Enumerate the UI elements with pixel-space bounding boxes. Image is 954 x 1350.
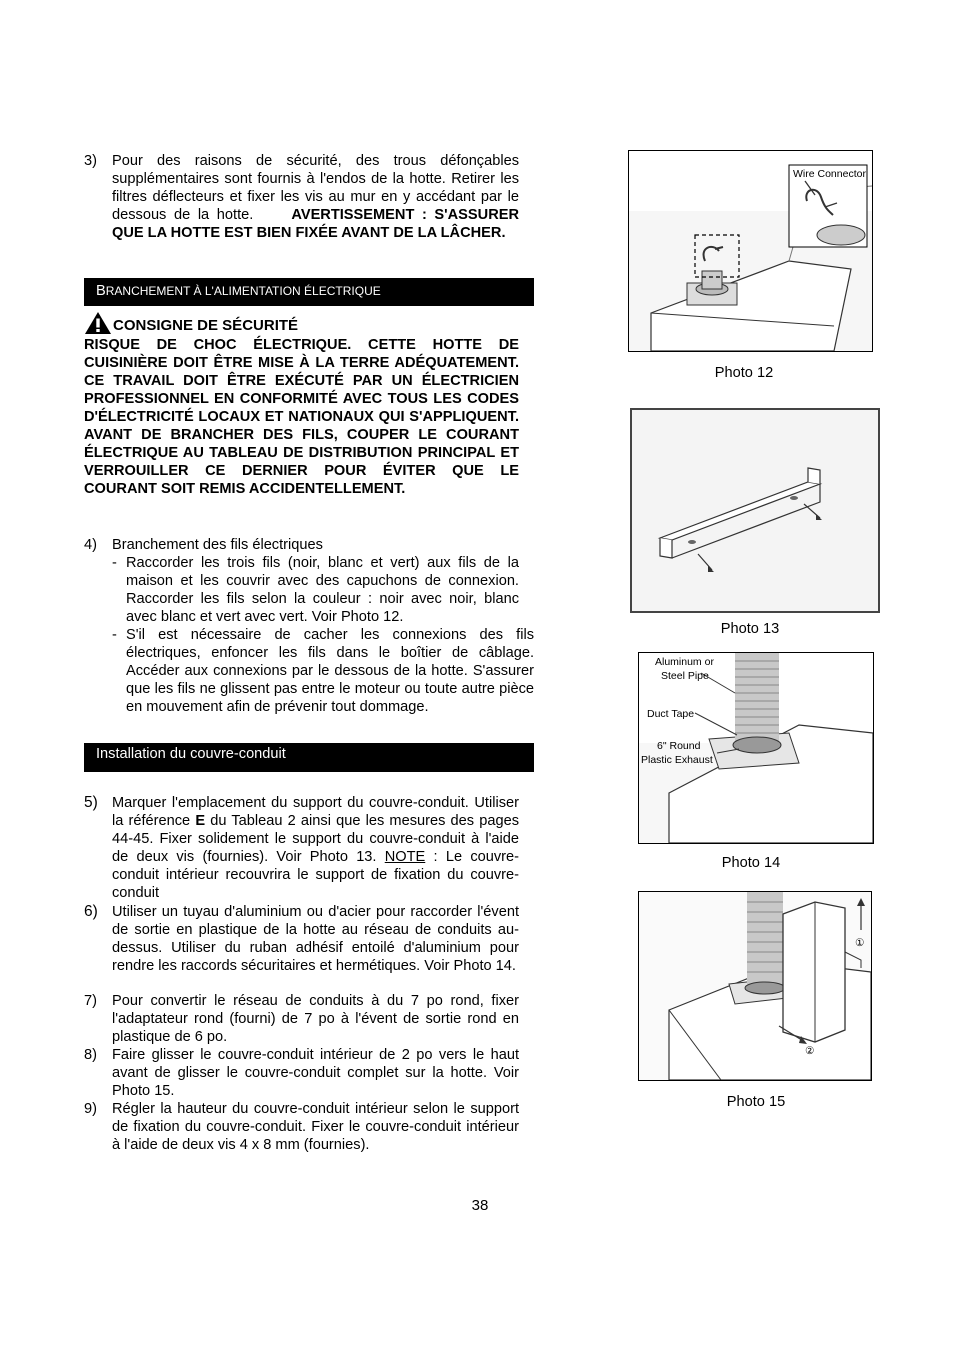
- section-header-installation: [84, 743, 534, 772]
- step-6: [112, 903, 519, 975]
- page-number: 38: [471, 1197, 489, 1214]
- step-3-warning: AVERTISSEMENT : S'ASSURER QUE LA HOTTE EST BIEN FIXÉE AVANT DE LA LÂCHER.: [112, 207, 519, 241]
- step-5-text-c: : Le couvre-conduit intérieur recouvrira le support de fixation du couvre- conduit: [112, 849, 519, 901]
- step-4: [112, 536, 534, 716]
- step-7-number: 7): [84, 993, 97, 1009]
- step-5-text-a: Marquer l'emplacement du support du couvre-conduit. Utiliser la référence: [112, 795, 519, 829]
- step-7-text: Pour convertir le réseau de conduits à du 7 po rond, fixer l'adaptateur rond (fourni) de 7 po à l'évent de sortie rond en plastique de 6 po.: [112, 993, 519, 1045]
- photo-14-label-round-b: Plastic Exhaust: [641, 754, 713, 766]
- section-2-title: Installation du couvre-conduit: [96, 746, 286, 762]
- step-4-number: 4): [84, 537, 97, 553]
- photo-15-caption-clip: [638, 1093, 870, 1107]
- photo-13-caption: Photo 13: [720, 621, 780, 637]
- section-1-cap: B: [96, 283, 106, 299]
- step-6-text: Utiliser un tuyau d'aluminium ou d'acier pour raccorder l'évent de sortie en plastique de la hotte au réseau de conduits au-dessus. Utiliser du ruban adhésif entoilé d'aluminium pour rendre les raccords sécuritaires et hermétiques. Voir Photo 14.: [112, 904, 519, 974]
- step-3-number: 3): [84, 153, 97, 169]
- step-5-ref: E: [195, 813, 206, 829]
- photo-14-label-pipe-a: Aluminum or: [655, 656, 714, 668]
- step-3: [112, 152, 519, 242]
- step-5-number: 5): [84, 794, 98, 811]
- safety-heading: CONSIGNE DE SÉCURITÉ: [113, 317, 299, 334]
- photo-14-caption: Photo 14: [721, 855, 781, 871]
- photo-14-image: [638, 652, 874, 844]
- photo-14-label-tape: Duct Tape: [647, 708, 695, 720]
- step-5: [112, 794, 519, 902]
- step-9: [112, 1100, 519, 1154]
- step-8: [112, 1046, 519, 1100]
- photo-12-caption: Photo 12: [714, 365, 774, 381]
- photo-15-caption: Photo 15: [726, 1094, 786, 1107]
- section-header-branchement: [84, 278, 534, 306]
- step-5-note-label: NOTE: [384, 849, 426, 865]
- safety-text-block: [84, 336, 519, 498]
- step-8-text: Faire glisser le couvre-conduit intérieur de 2 po vers le haut avant de glisser le couvre-conduit complet sur la hotte. Voir Photo 15.: [112, 1047, 519, 1099]
- step-7: [112, 992, 519, 1046]
- photo-14-label-pipe-b: Steel Pipe: [661, 670, 709, 682]
- photo-12-label: Wire Connector: [793, 168, 866, 180]
- step-9-text: Régler la hauteur du couvre-conduit intérieur selon le support de fixation du couvre-conduit. Fixer le couvre-conduit intérieur à l'aide de deux vis 4 x 8 mm (fournies).: [112, 1101, 519, 1153]
- step-4-list: [112, 554, 534, 716]
- section-1-small-a: RANCHEMENT À L': [105, 284, 214, 298]
- step-4-title: Branchement des fils électriques: [112, 537, 323, 553]
- step-4-item: - S'il est nécessaire de cacher les connexions des fils électriques, enfoncer les fils dans le boîtier de câblage. Accéder aux connexions par le dessous de la hotte. S'assurer que les fils ne glissent pas entre le moteur ou toute autre pièce en mouvement afin de prévenir tout dommage.: [112, 626, 534, 716]
- step-8-number: 8): [84, 1047, 97, 1063]
- step-9-number: 9): [84, 1101, 97, 1117]
- section-1-small-b: ALIMENTATION ÉLECTRIQUE: [213, 284, 381, 298]
- step-3-text: Pour des raisons de sécurité, des trous défonçables supplémentaires sont fournis à l'endos de la hotte. Retirer les filtres déflecteurs et fixer les vis au mur en y accédant par le dessous de la hotte.: [112, 153, 519, 223]
- photo-14-label-round-a: 6" Round: [657, 740, 701, 752]
- step-4-item: - Raccorder les trois fils (noir, blanc et vert) aux fils de la maison et les couvrir avec des capuchons de connexion. Raccorder les fils selon la couleur : noir avec noir, blanc avec blanc et vert avec vert. Voir Photo 12.: [112, 554, 519, 626]
- photo-15-image: [638, 891, 872, 1081]
- photo-13-image: [630, 408, 880, 613]
- safety-text: RISQUE DE CHOC ÉLECTRIQUE. CETTE HOTTE DE CUISINIÈRE DOIT ÊTRE MISE À LA TERRE ADÉQUATEMENT. CE TRAVAIL DOIT ÊTRE EXÉCUTÉ PAR UN ÉLECTRICIEN PROFESSIONNEL EN CONFORMITÉ AVEC TOUS LES CODES D'ÉLECTRICITÉ LOCAUX ET NATIONAUX QUI S'APPLIQUENT. AVANT DE BRANCHER DES FILS, COUPER LE COURANT ÉLECTRIQUE AU TABLEAU DE DISTRIBUTION PRINCIPAL ET VERROUILLER CE DERNIER POUR ÉVITER QUE LE COURANT SOIT REMIS ACCIDENTELLEMENT.: [84, 337, 519, 497]
- photo-12-image: [628, 150, 873, 352]
- step-5-text-b: du Tableau 2 ainsi que les mesures des pages 44-45. Fixer solidement le support du couvre-conduit à l'aide de deux vis (fournies). Voir Photo 13.: [112, 813, 520, 865]
- photo-15-mark-1: ①: [855, 937, 865, 949]
- photo-15-mark-2: ②: [805, 1045, 815, 1057]
- step-6-number: 6): [84, 903, 98, 920]
